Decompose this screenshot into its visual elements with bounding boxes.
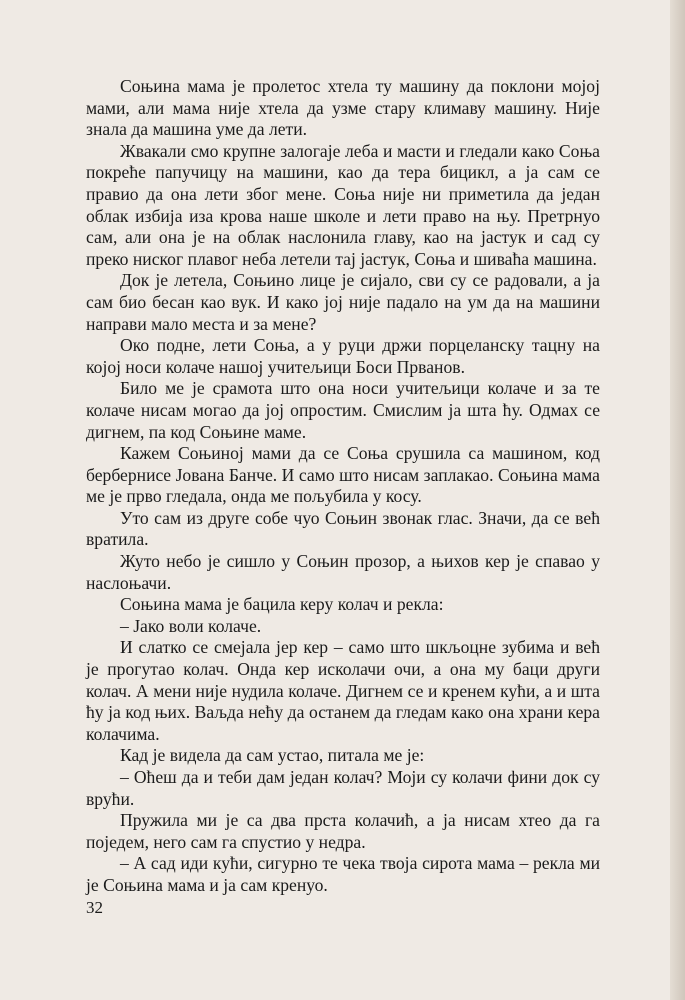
page-edge [670, 0, 685, 1000]
paragraph: Уто сам из друге собе чуо Соњин звонак глас. Значи, да се већ вратила. [86, 507, 600, 550]
paragraph: Док је летела, Соњино лице је сијало, сви су се радовали, а ја сам био бесан као вук. И како јој није падало на ум да на машини направи мало места и за мене? [86, 270, 600, 334]
paragraph: И слатко се смејала јер кер – само што шкљоцне зубима и већ је прогутао колач. Онда кер исколачи очи, а она му баци други колач. А мени није нудила колаче. Дигнем се и кренем кући, а и шта ћу ја код њих. Ваљда нећу да останем да гледам како она храни кера колачима. [86, 637, 600, 744]
paragraph: Кад је видела да сам устао, питала ме је: [120, 745, 425, 766]
paragraph: Соњина мама је пролетос хтела ту машину да поклони мојој мами, али мама није хтела да узме стару климаву машину. Није знала да машина уме да лети. [86, 76, 600, 140]
paragraph: Кажем Соњиној мами да се Соња срушила са машином, код берберниce Јована Банче. И само што нисам заплакао. Соњина мама ме је прво гледала, онда ме пољубила у косу. [86, 443, 600, 507]
paragraph: Било ме је срамота што она носи учитељици колаче и за те колаче нисам могао да јој опростим. Смислим ја шта ћу. Одмах се дигнем, па код Соњине маме. [86, 378, 600, 442]
paragraph: – А сад иди кући, сигурно те чека твоја сирота мама – рекла ми је Соњина мама и ја сам кренуо. [86, 853, 600, 895]
paragraph: – Оћеш да и теби дам један колач? Моји су колачи фини док су врући. [86, 767, 600, 809]
paragraph: Жуто небо је сишло у Соњин прозор, а њихов кер је спавао у наслоњачи. [86, 551, 600, 593]
paragraph: Соњина мама је бацила керу колач и рекла: [120, 594, 444, 615]
paragraph: Око подне, лети Соња, а у руци држи порцеланску тацну на којој носи колаче нашој учитељици Боси Прванов. [86, 335, 600, 377]
paragraph: – Јако воли колаче. [120, 615, 262, 636]
paragraph: Жвакали смо крупне залогаје леба и масти и гледали како Соња покреће папучицу на машини, као да тера бицикл, а ја сам се правио да она лети због мене. Соња није ни приметила да један облак избија иза крова наше школе и лети право на њу. Претрнуо сам, али она је на облак наслонила главу, као на јастук и сад су преко ниског плавог неба летели тај јастук, Соња и шиваћа машина. [86, 140, 600, 269]
paragraph: Пружила ми је са два прста колачић, а ја нисам хтео да га поједем, него сам га спустио у недра. [86, 810, 600, 852]
page-number: 32 [86, 898, 103, 917]
body-text [86, 76, 600, 897]
